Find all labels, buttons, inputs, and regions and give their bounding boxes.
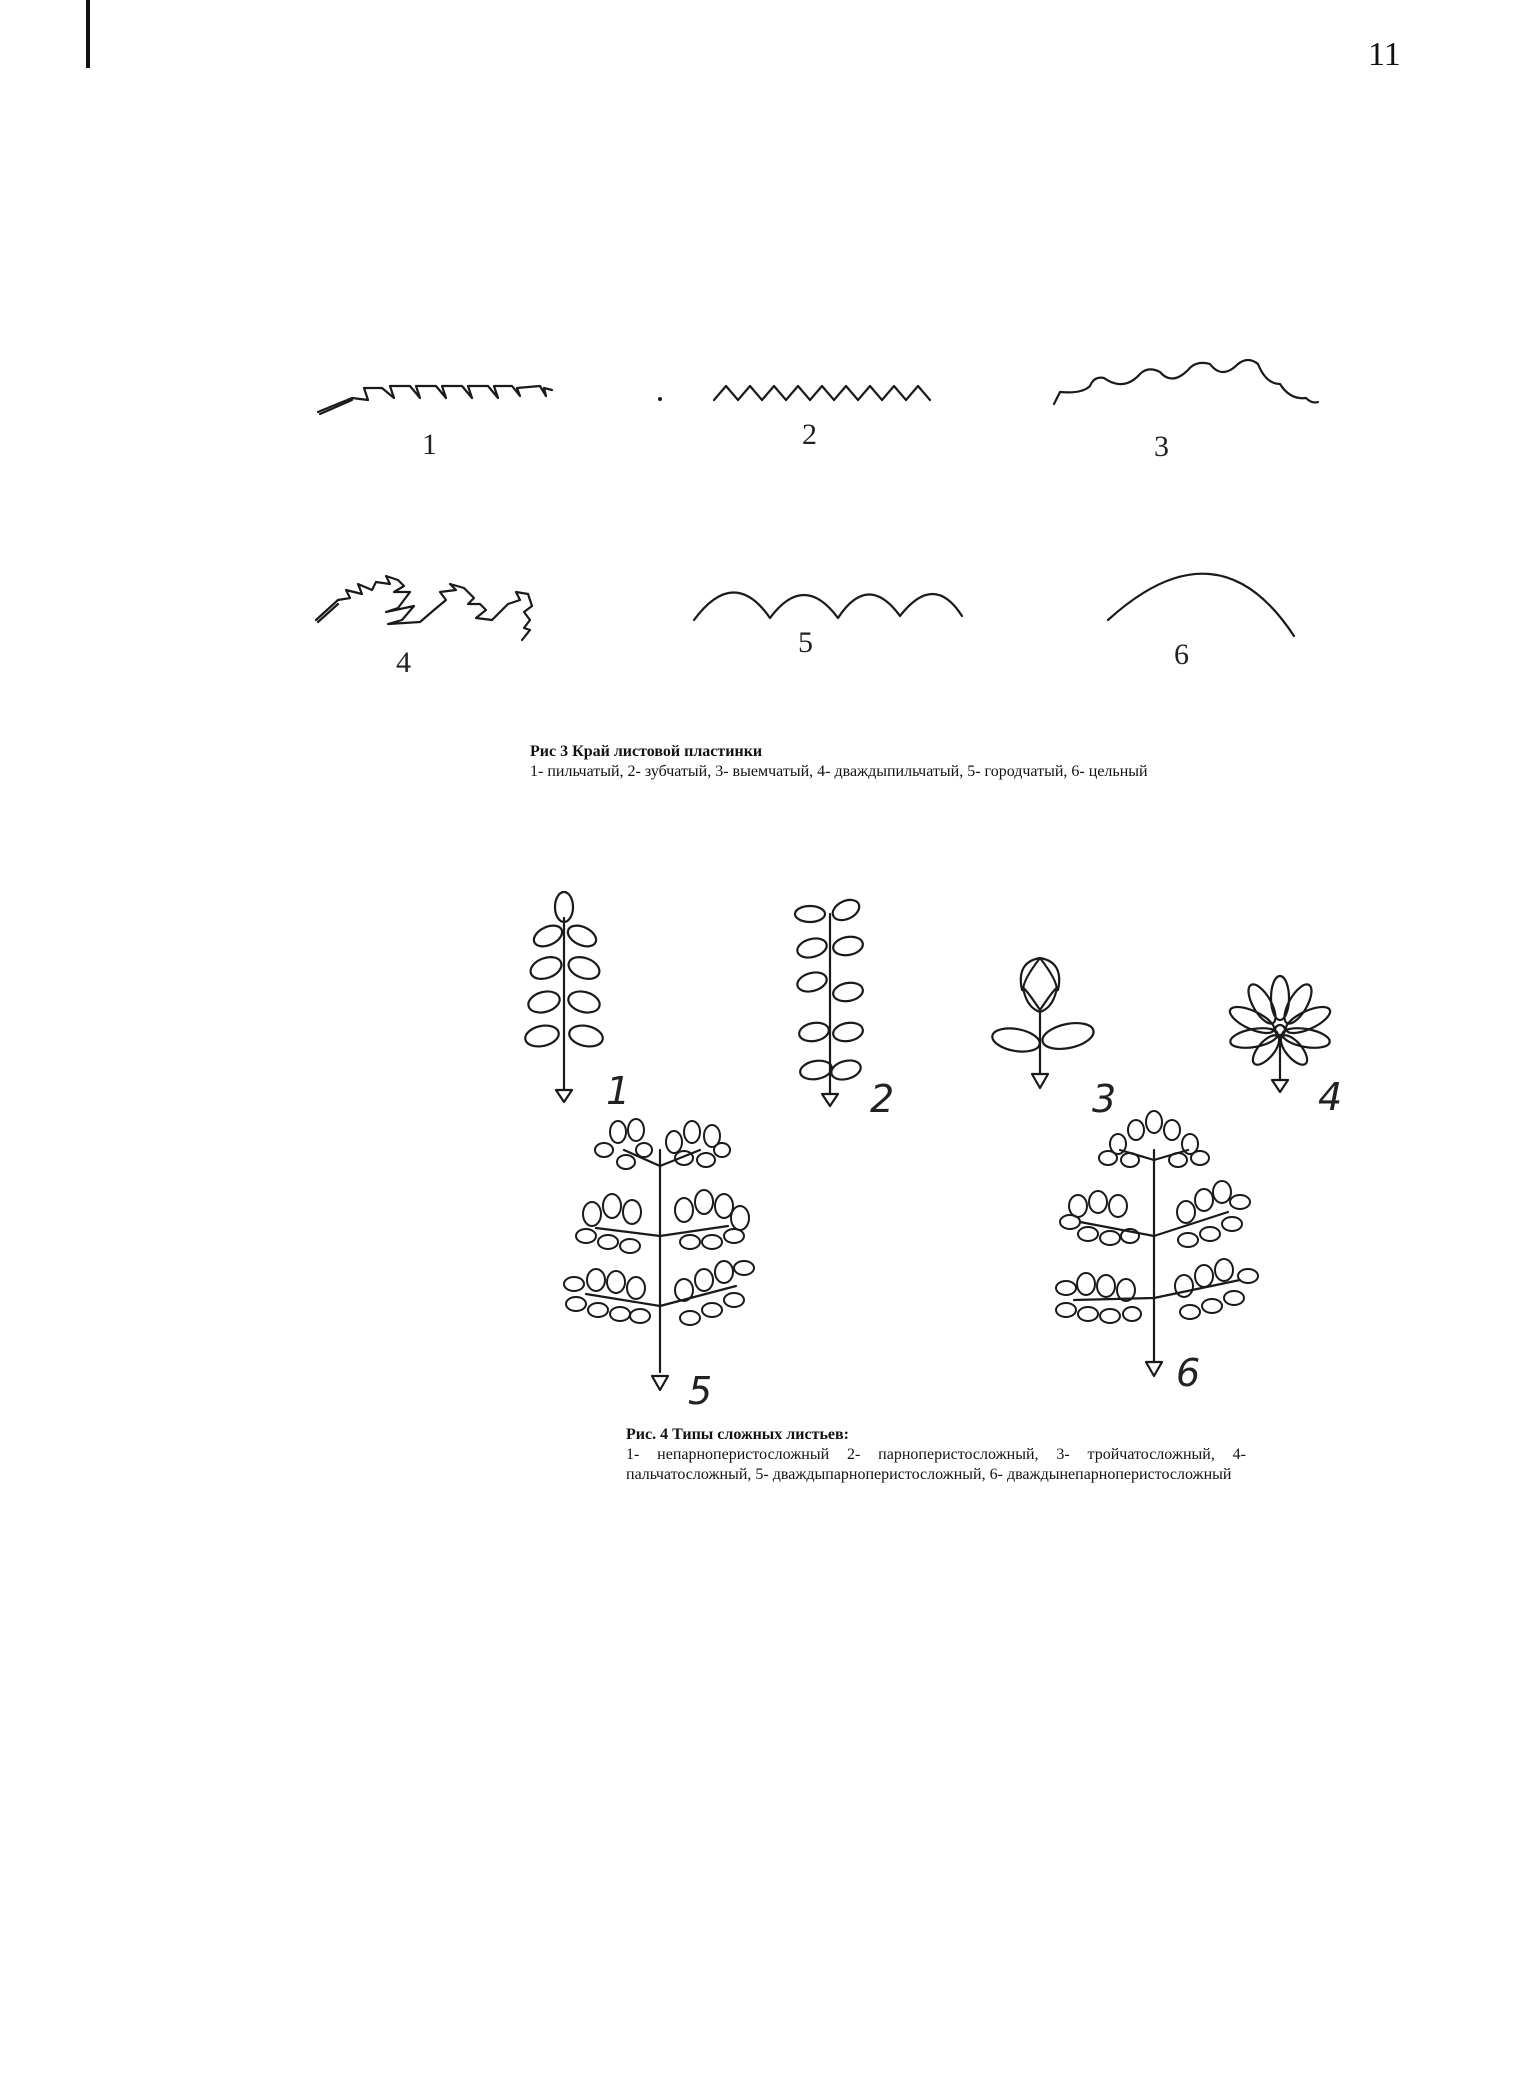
figure3-caption-title: Рис 3 Край листовой пластинки <box>530 743 763 760</box>
edge-label-4: 4 <box>396 646 411 679</box>
compound-label-6: 6 <box>1176 1351 1201 1395</box>
compound-leaf-bipinnate-even <box>564 1119 754 1390</box>
figure4-caption <box>626 1425 1246 1485</box>
compound-label-3: 3 <box>1092 1077 1117 1121</box>
leaf-edge-dentate <box>658 386 930 401</box>
edge-label-5: 5 <box>798 626 813 659</box>
figure3-caption-text: 1- пильчатый, 2- зубчатый, 3- выемчатый, 4- дваждыпильчатый, 5- городчатый, 6- цельный <box>530 763 1148 780</box>
figure3-caption <box>530 742 1170 782</box>
leaf-edge-entire <box>1108 574 1294 636</box>
compound-leaf-imparipinnate <box>523 892 604 1102</box>
compound-leaf-bipinnate-odd <box>1056 1111 1258 1376</box>
figure4-caption-title: Рис. 4 Типы сложных листьев: <box>626 1426 849 1443</box>
leaf-edge-crenate <box>694 592 962 620</box>
compound-label-5: 5 <box>688 1369 713 1413</box>
leaf-edge-serrate <box>318 386 552 414</box>
edge-label-2: 2 <box>802 418 817 451</box>
edge-label-6: 6 <box>1174 638 1189 671</box>
compound-label-1: 1 <box>606 1069 631 1113</box>
edge-label-1: 1 <box>422 428 437 461</box>
compound-label-2: 2 <box>870 1077 895 1121</box>
leaf-edge-sinuate <box>1054 360 1318 404</box>
compound-label-4: 4 <box>1318 1075 1343 1119</box>
compound-leaf-paripinnate <box>795 896 864 1106</box>
figure4-caption-text: 1- непарноперистосложный 2- парноперистосложный, 3- тройчатосложный, 4- пальчатосложный, 5- дваждыпарноперистосложный, 6- дваждынепарноперистосложный <box>626 1446 1246 1483</box>
leaf-edge-doubly-serrate <box>316 576 532 640</box>
page-number: 11 <box>1368 36 1401 73</box>
edge-label-3: 3 <box>1154 430 1169 463</box>
compound-leaf-trifoliate <box>990 958 1095 1088</box>
